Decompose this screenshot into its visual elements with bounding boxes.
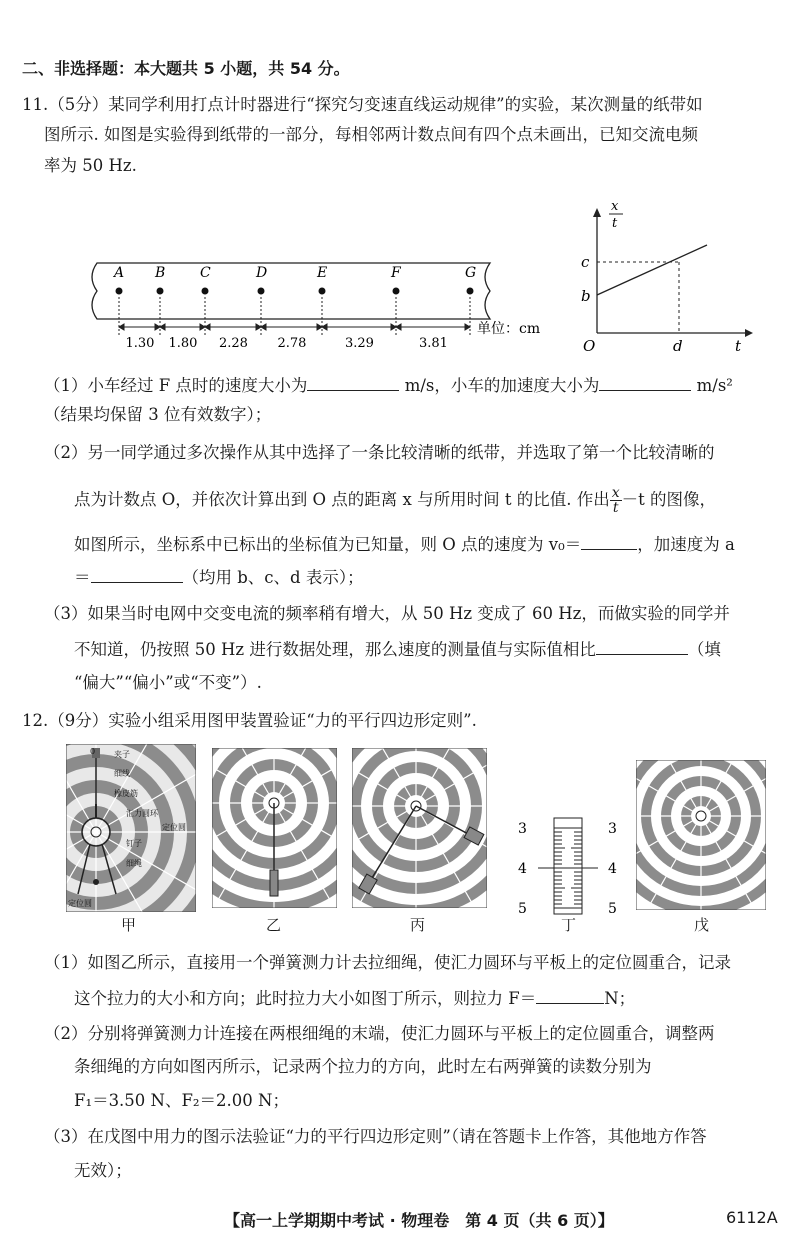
svg-text:钉子: 钉子: [126, 839, 142, 848]
svg-text:定位圆: 定位圆: [162, 823, 186, 832]
tape-point-label-E: E: [317, 265, 328, 281]
caption-wu: 戊: [694, 916, 710, 934]
tape-dot-C: [202, 288, 209, 295]
q12-p3-line1: （3）在戊图中用力的图示法验证“力的平行四边形定则”（请在答题卡上作答，其他地方作答: [44, 1127, 707, 1146]
graph-t-label: t: [735, 337, 742, 355]
graph-b-label: b: [581, 287, 591, 305]
q11-intro-line3: 率为 50 Hz.: [44, 156, 137, 175]
fig-jia: [66, 744, 196, 912]
q12-p3-line2: 无效）；: [74, 1161, 132, 1180]
scale-right-4: 4: [608, 861, 617, 877]
svg-text:0: 0: [90, 747, 96, 756]
section-title: 二、非选择题：本大题共 5 小题，共 54 分。: [22, 59, 350, 78]
q11-p3-line2: 不知道，仍按照 50 Hz 进行数据处理，那么速度的测量值与实际值相比 （填: [74, 640, 721, 659]
q12-p2-line1: （2）分别将弹簧测力计连接在两根细绳的末端，使汇力圆环与平板上的定位圆重合，调整两: [44, 1024, 715, 1043]
tape-point-label-G: G: [465, 265, 477, 281]
tape-distance-2: 1.80: [168, 336, 198, 351]
svg-text:夹子: 夹子: [114, 750, 130, 759]
q11-p2-line3: 如图所示，坐标系中已标出的坐标值为已知量，则 O 点的速度为 v₀＝ ，加速度为 a: [74, 535, 735, 554]
tape-distance-1: 1.30: [125, 336, 155, 351]
tape-distance-5: 3.29: [345, 336, 374, 351]
tape-point-label-B: B: [155, 265, 166, 281]
svg-text:细绳: 细绳: [126, 859, 142, 868]
q12-p1-line2: 这个拉力的大小和方向；此时拉力大小如图丁所示，则拉力 F＝ N；: [74, 989, 636, 1008]
q11-p3-line1: （3）如果当时电网中交变电流的频率稍有增大，从 50 Hz 变成了 60 Hz，而做实验的同学并: [44, 604, 730, 623]
tape-dot-D: [258, 288, 265, 295]
footer-page-info: 【高一上学期期中考试 · 物理卷 第 4 页（共 6 页）】: [224, 1211, 614, 1230]
caption-jia: 甲: [121, 916, 137, 934]
q12-intro: 12.（9分）实验小组采用图甲装置验证“力的平行四边形定则”.: [22, 711, 477, 730]
q11-p1-line2: （结果均保留 3 位有效数字）；: [44, 405, 272, 424]
tape-distance-3: 2.28: [219, 336, 248, 351]
svg-text:定位圆: 定位圆: [68, 899, 92, 908]
caption-bing: 丙: [410, 916, 426, 934]
svg-text:细线: 细线: [114, 769, 130, 778]
tape-point-label-F: F: [391, 265, 401, 281]
answer-blank-a[interactable]: [91, 566, 183, 583]
tape-distance-4: 2.78: [277, 336, 307, 351]
answer-blank-accel[interactable]: [599, 374, 691, 391]
tape-point-label-C: C: [200, 265, 211, 281]
tape-dot-E: [319, 288, 326, 295]
tape-dot-F: [393, 288, 400, 295]
q12-p2-line3: F₁＝3.50 N、F₂＝2.00 N；: [74, 1091, 289, 1110]
q12-p1-line1: （1）如图乙所示，直接用一个弹簧测力计去拉细绳，使汇力圆环与平板上的定位圆重合，记录: [44, 953, 731, 972]
tape-point-label-D: D: [256, 265, 268, 281]
scale-left-5: 5: [518, 901, 527, 917]
svg-text:汇力圆环: 汇力圆环: [126, 809, 158, 818]
answer-blank-F[interactable]: [536, 987, 604, 1004]
q11-intro-line1: 11.（5分）某同学利用打点计时器进行“探究匀变速直线运动规律”的实验，某次测量的纸带如: [22, 95, 703, 114]
graph-y-den: t: [612, 216, 618, 231]
tape-point-label-A: A: [114, 265, 125, 281]
scale-right-5: 5: [608, 901, 617, 917]
tape-dot-G: [467, 288, 474, 295]
svg-text:橡皮筋: 橡皮筋: [114, 789, 138, 798]
q11-p2-line4: ＝ （均用 b、c、d 表示）；: [74, 568, 364, 587]
q11-p1-line1: （1）小车经过 F 点时的速度大小为 m/s，小车的加速度大小为 m/s²: [44, 376, 733, 395]
fig-ding-scale: [508, 808, 628, 918]
xt-graph: [575, 195, 775, 360]
fig-wu: [636, 760, 766, 910]
tape-distance-6: 3.81: [419, 336, 448, 351]
paper-tape-figure: [85, 255, 555, 360]
fig-yi: [212, 748, 337, 908]
caption-yi: 乙: [266, 916, 282, 934]
q11-p2-line2: 点为计数点 O，并依次计算出到 O 点的距离 x 与所用时间 t 的比值. 作出 $\frac{x}{t}$ －t 的图像，: [74, 485, 716, 516]
footer-code: 6112A: [726, 1208, 778, 1227]
fig-bing: [352, 748, 487, 908]
tape-dot-B: [157, 288, 164, 295]
q12-p2-line2: 条细绳的方向如图丙所示，记录两个拉力的方向，此时左右两弹簧的读数分别为: [74, 1057, 652, 1076]
answer-blank-v0[interactable]: [581, 533, 637, 550]
fraction-x-over-t: $\frac{x}{t}$: [611, 485, 620, 516]
scale-left-4: 4: [518, 861, 527, 877]
tape-unit-label: 单位：cm: [477, 321, 541, 337]
answer-blank-compare[interactable]: [596, 638, 688, 655]
tape-dot-A: [116, 288, 123, 295]
caption-ding: 丁: [561, 916, 577, 934]
q11-p2-line1: （2）另一同学通过多次操作从其中选择了一条比较清晰的纸带，并选取了第一个比较清晰的: [44, 443, 715, 462]
xt-line: [597, 245, 707, 295]
answer-blank-vF[interactable]: [307, 374, 399, 391]
graph-c-label: c: [581, 253, 590, 271]
graph-origin-label: O: [583, 337, 596, 355]
graph-d-label: d: [673, 337, 683, 355]
scale-left-3: 3: [518, 821, 527, 837]
scale-right-3: 3: [608, 821, 617, 837]
q11-intro-line2: 图所示. 如图是实验得到纸带的一部分，每相邻两计数点间有四个点未画出，已知交流电频: [44, 125, 698, 144]
graph-y-num: x: [611, 199, 619, 214]
q11-p3-line3: “偏大”“偏小”或“不变”）.: [74, 673, 262, 692]
